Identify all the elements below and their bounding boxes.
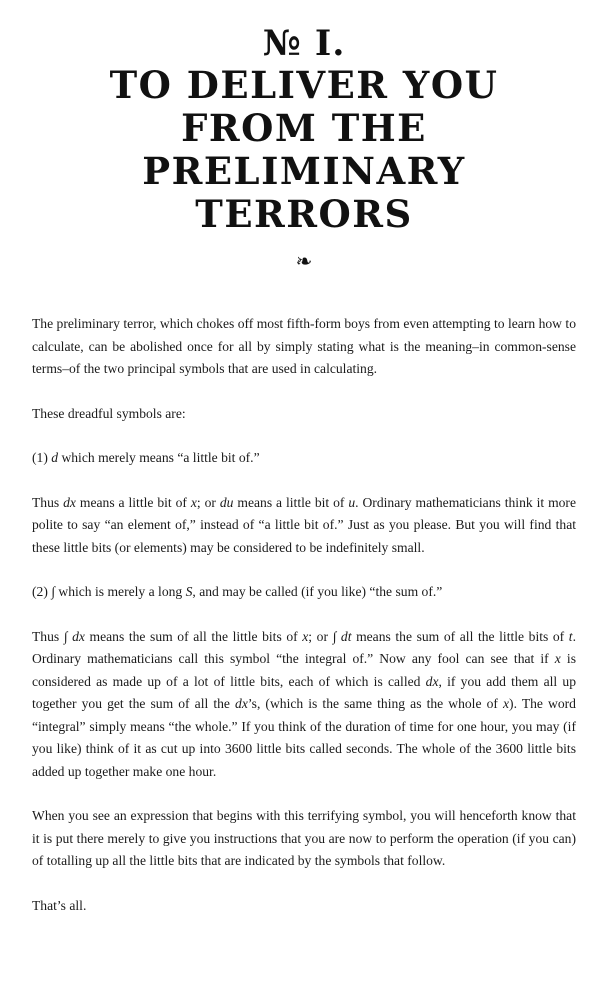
text: means the sum of all the little bits of [84, 628, 303, 644]
paragraph-dreadful-symbols: These dreadful symbols are: [32, 405, 186, 421]
integral-sign-icon: ∫ [51, 584, 55, 599]
text: . Ordinary mathematicians think it more polite to say “an element of,” instead of “a little bit of.” Just as you please. But you will find that these little bits (or elements) may be considered to be indefinitely small. [32, 494, 576, 555]
text: (2) [32, 584, 52, 599]
text: is considered as made up of a lot of little bits, each of which is called [32, 651, 576, 689]
text: means a little bit of [75, 494, 191, 510]
text: ’s, (which is the same thing as the whole of [247, 696, 503, 711]
math-dx: dx [63, 494, 76, 510]
text: means a little bit of [233, 494, 349, 510]
math-symbol-d: d [51, 450, 59, 465]
math-x: x [190, 494, 197, 510]
math-dx: dx [425, 673, 439, 689]
paragraph-little-bit-examples [32, 492, 576, 560]
chapter-title: TO DELIVER YOU FROM THE PRELIMINARY TERRORS [109, 63, 499, 236]
paragraph-preliminary-terror: The preliminary terror, which chokes off most fifth-form boys from even attempting to learn how to calculate, can be abolished once for all by simply stating what is the meaning–in common-sense terms–of the two principal symbols that are used in calculating. [32, 316, 576, 376]
paragraph-symbol-integral [32, 581, 576, 604]
math-dx: dx [235, 696, 248, 711]
chapter-body [32, 313, 576, 917]
text: which is merely a long [54, 584, 186, 599]
fleuron-ornament-icon: ❧ [295, 249, 313, 273]
math-du: du [219, 494, 234, 510]
math-x: x [554, 651, 561, 666]
math-x: x [503, 696, 510, 711]
math-x: x [302, 628, 309, 644]
paragraph-symbol-d [32, 447, 576, 470]
paragraph-expression-instructions: When you see an expression that begins with this terrifying symbol, you will henceforth know that it is put there merely to give you instructions that you are now to perform the operation (if you can) of totalling up all the little bits that are indicated by the symbols that follow. [32, 808, 576, 868]
text: . Ordinary mathematicians call this symbol “the integral of.” Now any fool can see that if [32, 628, 576, 666]
text: ; or [308, 628, 333, 644]
text: which merely means “a little bit of.” [58, 450, 260, 465]
text: means the sum of all the little bits of [351, 628, 569, 644]
math-S: S [185, 584, 193, 599]
math-int-dx: ∫ dx [63, 628, 85, 644]
paragraph-integral-examples [32, 626, 576, 784]
text: Thus [32, 628, 64, 644]
text: (1) [32, 450, 52, 465]
text: , if you add them all up together you get the sum of all the [32, 673, 576, 711]
chapter-number: № I. [262, 23, 346, 64]
text: Thus [32, 494, 64, 510]
text: , and may be called (if you like) “the sum of.” [192, 584, 443, 599]
math-int-dt: ∫ dt [332, 628, 352, 644]
text: ). The word “integral” simply means “the whole.” If you think of the duration of time for one hour, you may (if you like) think of it as cut up into 3600 little bits called seconds. The whole of the 3600 little bits added up together make one hour. [32, 696, 576, 779]
math-u: u [348, 494, 356, 510]
math-t: t [568, 628, 573, 644]
paragraph-closing: That’s all. [32, 897, 87, 913]
text: ; or [196, 494, 220, 510]
